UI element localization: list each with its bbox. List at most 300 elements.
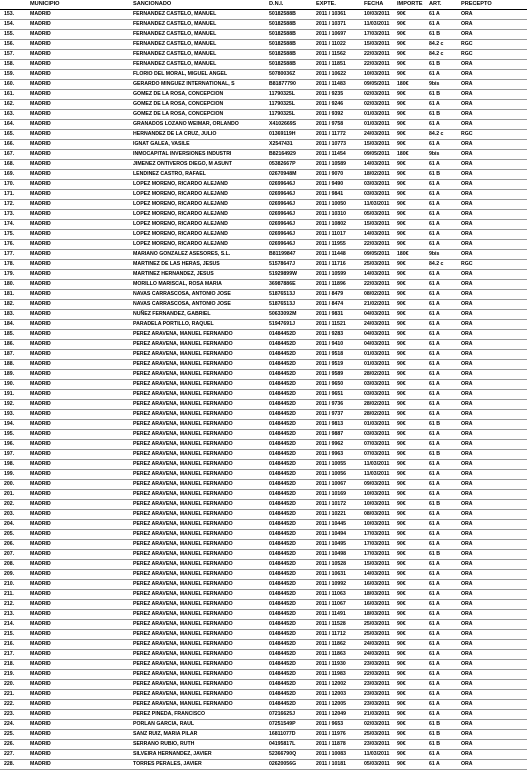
precepto-cell: ORA [461,400,527,410]
dni-cell: 01484452D [269,640,316,650]
table-row [0,750,527,760]
expte-cell: 2011 / 11772 [316,130,364,140]
row-number: 192. [0,400,30,410]
table-row [0,120,527,130]
fecha-cell: 15/03/2011 [364,560,397,570]
fecha-cell: 07/03/2011 [364,440,397,450]
row-number: 181. [0,290,30,300]
column-header-art: ART. [429,0,461,10]
importe-cell: 90€ [397,300,429,310]
importe-cell: 90€ [397,280,429,290]
sancionado-cell: PEREZ ARAVENA, MANUEL FERNANDO [133,330,269,340]
municipio-cell: MADRID [30,760,133,770]
dni-cell: 02699646J [269,240,316,250]
municipio-cell: MADRID [30,200,133,210]
table-row [0,160,527,170]
sancionado-cell: PEREZ ARAVENA, MANUEL FERNANDO [133,660,269,670]
municipio-cell: MADRID [30,350,133,360]
importe-cell: 90€ [397,500,429,510]
precepto-cell: ORA [461,370,527,380]
table-row [0,470,527,480]
importe-cell: 180€ [397,250,429,260]
dni-cell: 50633092M [269,310,316,320]
row-number: 224. [0,720,30,730]
fecha-cell: 21/03/2011 [364,710,397,720]
precepto-cell: ORA [461,300,527,310]
table-row [0,300,527,310]
expte-cell: 2011 / 9070 [316,170,364,180]
sancionado-cell: MARTINEZ DE LAS HERAS, JESUS [133,260,269,270]
art-cell: 61 A [429,290,461,300]
importe-cell: 90€ [397,600,429,610]
fecha-cell: 05/03/2011 [364,760,397,770]
art-cell: 84.2 c [429,130,461,140]
precepto-cell: ORA [461,340,527,350]
sancionado-cell: PEREZ ARAVENA, MANUEL FERNANDO [133,510,269,520]
row-number: 225. [0,730,30,740]
sancionado-cell: NUÑEZ FERNANDEZ, GABRIEL [133,310,269,320]
fecha-cell: 28/02/2011 [364,370,397,380]
importe-cell: 90€ [397,340,429,350]
municipio-cell: MADRID [30,420,133,430]
fecha-cell: 02/03/2011 [364,90,397,100]
precepto-cell: ORA [461,710,527,720]
expte-cell: 2011 / 10697 [316,30,364,40]
row-number: 212. [0,600,30,610]
table-row [0,550,527,560]
art-cell: 84.2 c [429,40,461,50]
dni-cell: 50182588B [269,30,316,40]
art-cell: 61 A [429,310,461,320]
row-number: 174. [0,220,30,230]
fecha-cell: 18/02/2011 [364,170,397,180]
dni-cell: 01484452D [269,350,316,360]
dni-cell: 01484452D [269,570,316,580]
art-cell: 61 A [429,120,461,130]
art-cell: 61 A [429,370,461,380]
municipio-cell: MADRID [30,660,133,670]
row-number: 215. [0,630,30,640]
importe-cell: 90€ [397,90,429,100]
art-cell: 61 B [429,170,461,180]
importe-cell: 90€ [397,520,429,530]
art-cell: 61 A [429,520,461,530]
table-row [0,90,527,100]
dni-cell: X2547431 [269,140,316,150]
dni-cell: 01484452D [269,500,316,510]
art-cell: 61 A [429,710,461,720]
column-header-precepto: PRECEPTO [461,0,527,10]
dni-cell: 01484452D [269,530,316,540]
row-number: 175. [0,230,30,240]
fecha-cell: 01/03/2011 [364,120,397,130]
dni-cell: 51876513J [269,300,316,310]
sancionado-cell: PEREZ ARAVENA, MANUEL FERNANDO [133,440,269,450]
art-cell: 84.2 c [429,260,461,270]
importe-cell: 90€ [397,410,429,420]
table-row [0,590,527,600]
art-cell: 61 A [429,560,461,570]
sancionado-cell: PEREZ ARAVENA, MANUEL FERNANDO [133,380,269,390]
art-cell: 61 A [429,760,461,770]
dni-cell: 04195817L [269,740,316,750]
expte-cell: 2011 / 10992 [316,580,364,590]
fecha-cell: 01/03/2011 [364,360,397,370]
sancionado-cell: FERNANDEZ CASTELO, MANUEL [133,30,269,40]
fecha-cell: 28/02/2011 [364,400,397,410]
dni-cell: 01484452D [269,550,316,560]
fecha-cell: 08/03/2011 [364,510,397,520]
sancionado-cell: SANZ RUIZ, MARIA PILAR [133,730,269,740]
municipio-cell: MADRID [30,360,133,370]
municipio-cell: MADRID [30,630,133,640]
table-row [0,640,527,650]
row-number: 204. [0,520,30,530]
art-cell: 61 B [429,420,461,430]
municipio-cell: MADRID [30,670,133,680]
fecha-cell: 23/03/2011 [364,660,397,670]
expte-cell: 2011 / 11878 [316,740,364,750]
expte-cell: 2011 / 10181 [316,760,364,770]
fecha-cell: 09/05/2011 [364,80,397,90]
dni-cell: B81199847 [269,250,316,260]
table-row [0,320,527,330]
sancionado-cell: PEREZ ARAVENA, MANUEL FERNANDO [133,350,269,360]
precepto-cell: RGC [461,130,527,140]
table-row [0,270,527,280]
row-number: 178. [0,260,30,270]
municipio-cell: MADRID [30,230,133,240]
row-number: 153. [0,10,30,20]
dni-cell: 50182588B [269,20,316,30]
fecha-cell: 17/03/2011 [364,540,397,550]
row-number: 158. [0,60,30,70]
art-cell: 61 A [429,320,461,330]
fecha-cell: 18/03/2011 [364,590,397,600]
sancionado-cell: HERNANDEZ DE LA CRUZ, JULIO [133,130,269,140]
sancionado-cell: LOPEZ MORENO, RICARDO ALEJAND [133,220,269,230]
art-cell: 61 B [429,110,461,120]
importe-cell: 90€ [397,380,429,390]
fecha-cell: 09/05/2011 [364,250,397,260]
expte-cell: 2011 / 9392 [316,110,364,120]
municipio-cell: MADRID [30,570,133,580]
sancionado-cell: PEREZ ARAVENA, MANUEL FERNANDO [133,460,269,470]
sancionado-cell: PEREZ PINEDA, FRANCISCO [133,710,269,720]
dni-cell: 50182588B [269,60,316,70]
fecha-cell: 24/03/2011 [364,650,397,660]
precepto-cell: ORA [461,90,527,100]
expte-cell: 2011 / 11863 [316,650,364,660]
dni-cell: 01484452D [269,370,316,380]
municipio-cell: MADRID [30,300,133,310]
art-cell: 61 A [429,680,461,690]
precepto-cell: ORA [461,180,527,190]
art-cell: 61 A [429,470,461,480]
expte-cell: 2011 / 11528 [316,620,364,630]
sancionado-cell: SILVEIRA HERNANDEZ, JAVIER [133,750,269,760]
importe-cell: 90€ [397,690,429,700]
municipio-cell: MADRID [30,170,133,180]
dni-cell: 01484452D [269,700,316,710]
importe-cell: 90€ [397,210,429,220]
row-number: 165. [0,130,30,140]
importe-cell: 90€ [397,540,429,550]
sancionado-cell: INMOCAPITAL INVERSIONES INDUSTRI [133,150,269,160]
table-row [0,330,527,340]
art-cell: 61 A [429,640,461,650]
fecha-cell: 17/03/2011 [364,530,397,540]
municipio-cell: MADRID [30,720,133,730]
art-cell: 61 A [429,240,461,250]
sancionado-cell: FERNANDEZ CASTELO, MANUEL [133,20,269,30]
table-row [0,580,527,590]
expte-cell: 2011 / 10802 [316,220,364,230]
sancionado-cell: SERRANO RUBIO, RUTH [133,740,269,750]
importe-cell: 90€ [397,610,429,620]
municipio-cell: MADRID [30,310,133,320]
sancionado-cell: LOPEZ MORENO, RICARDO ALEJAND [133,230,269,240]
fecha-cell: 22/03/2011 [364,60,397,70]
importe-cell: 90€ [397,30,429,40]
art-cell: 61 A [429,340,461,350]
row-number: 187. [0,350,30,360]
table-row [0,40,527,50]
table-row [0,180,527,190]
importe-cell: 90€ [397,230,429,240]
expte-cell: 2011 / 10083 [316,750,364,760]
sancionado-cell: PEREZ ARAVENA, MANUEL FERNANDO [133,640,269,650]
municipio-cell: MADRID [30,640,133,650]
expte-cell: 2011 / 9235 [316,90,364,100]
art-cell: 61 B [429,450,461,460]
importe-cell: 90€ [397,60,429,70]
row-number: 171. [0,190,30,200]
precepto-cell: ORA [461,70,527,80]
importe-cell: 90€ [397,370,429,380]
sancionado-cell: MARTINEZ HERNANDEZ, JESUS [133,270,269,280]
fecha-cell: 04/03/2011 [364,330,397,340]
precepto-cell: ORA [461,570,527,580]
importe-cell: 90€ [397,350,429,360]
expte-cell: 2011 / 10494 [316,530,364,540]
importe-cell: 90€ [397,360,429,370]
municipio-cell: MADRID [30,60,133,70]
fecha-cell: 25/03/2011 [364,730,397,740]
art-cell: 61 B [429,740,461,750]
dni-cell: 01484452D [269,490,316,500]
row-number: 189. [0,370,30,380]
row-number: 163. [0,110,30,120]
row-number: 207. [0,550,30,560]
importe-cell: 90€ [397,290,429,300]
importe-cell: 90€ [397,450,429,460]
expte-cell: 2011 / 9962 [316,440,364,450]
sancionado-cell: IGNAT GALEA, VASILE [133,140,269,150]
sancionado-cell: PEREZ ARAVENA, MANUEL FERNANDO [133,590,269,600]
expte-cell: 2011 / 10589 [316,160,364,170]
precepto-cell: ORA [461,750,527,760]
expte-cell: 2011 / 10056 [316,470,364,480]
importe-cell: 90€ [397,200,429,210]
precepto-cell: ORA [461,410,527,420]
column-header-municipio: MUNICIPIO [30,0,133,10]
table-row [0,140,527,150]
art-cell: 61 A [429,360,461,370]
municipio-cell: MADRID [30,290,133,300]
table-row [0,690,527,700]
row-number: 179. [0,270,30,280]
table-row [0,240,527,250]
precepto-cell: ORA [461,480,527,490]
fecha-cell: 11/03/2011 [364,20,397,30]
fecha-cell: 15/03/2011 [364,40,397,50]
table-row [0,70,527,80]
importe-cell: 90€ [397,240,429,250]
dni-cell: 50182588B [269,40,316,50]
importe-cell: 90€ [397,760,429,770]
dni-cell: 52366790Q [269,750,316,760]
importe-cell: 90€ [397,480,429,490]
table-row [0,510,527,520]
dni-cell: 01484452D [269,510,316,520]
row-number: 159. [0,70,30,80]
importe-cell: 90€ [397,590,429,600]
importe-cell: 90€ [397,710,429,720]
dni-cell: 01484452D [269,610,316,620]
precepto-cell: ORA [461,690,527,700]
table-row [0,390,527,400]
art-cell: 61 A [429,620,461,630]
dni-cell: B81877790 [269,80,316,90]
municipio-cell: MADRID [30,610,133,620]
table-row [0,410,527,420]
importe-cell: 90€ [397,170,429,180]
municipio-cell: MADRID [30,160,133,170]
row-number: 160. [0,80,30,90]
municipio-cell: MADRID [30,740,133,750]
importe-cell: 90€ [397,660,429,670]
row-number: 203. [0,510,30,520]
expte-cell: 2011 / 9650 [316,380,364,390]
table-row [0,260,527,270]
sancionado-cell: PEREZ ARAVENA, MANUEL FERNANDO [133,670,269,680]
expte-cell: 2011 / 11716 [316,260,364,270]
expte-cell: 2011 / 8474 [316,300,364,310]
precepto-cell: ORA [461,140,527,150]
municipio-cell: MADRID [30,430,133,440]
art-cell: 61 A [429,390,461,400]
municipio-cell: MADRID [30,220,133,230]
row-number: 185. [0,330,30,340]
importe-cell: 90€ [397,130,429,140]
art-cell: 61 A [429,490,461,500]
municipio-cell: MADRID [30,600,133,610]
dni-cell: 01484452D [269,590,316,600]
expte-cell: 2011 / 12002 [316,680,364,690]
expte-cell: 2011 / 11851 [316,60,364,70]
expte-cell: 2011 / 10067 [316,480,364,490]
sancionado-cell: JIMENEZ ONTIVEROS DIEGO, M ASUNT [133,160,269,170]
sancionado-cell: PEREZ ARAVENA, MANUEL FERNANDO [133,560,269,570]
importe-cell: 90€ [397,320,429,330]
table-row [0,350,527,360]
row-number: 218. [0,660,30,670]
fecha-cell: 04/03/2011 [364,310,397,320]
precepto-cell: ORA [461,440,527,450]
importe-cell: 90€ [397,570,429,580]
precepto-cell: ORA [461,470,527,480]
table-row [0,400,527,410]
fecha-cell: 25/03/2011 [364,630,397,640]
precepto-cell: ORA [461,590,527,600]
table-row [0,730,527,740]
sancionado-cell: FLORIO DEL MORAL, MIGUEL ANGEL [133,70,269,80]
precepto-cell: ORA [461,360,527,370]
row-number: 162. [0,100,30,110]
precepto-cell: ORA [461,740,527,750]
expte-cell: 2011 / 9519 [316,360,364,370]
sancionado-cell: LOPEZ MORENO, RICARDO ALEJAND [133,200,269,210]
precepto-cell: ORA [461,240,527,250]
art-cell: 61 A [429,610,461,620]
row-number: 223. [0,710,30,720]
precepto-cell: ORA [461,120,527,130]
art-cell: 61 A [429,280,461,290]
dni-cell: 01484452D [269,340,316,350]
importe-cell: 90€ [397,730,429,740]
row-number: 211. [0,590,30,600]
precepto-cell: ORA [461,610,527,620]
precepto-cell: ORA [461,310,527,320]
dni-cell: 36987886E [269,280,316,290]
precepto-cell: ORA [461,550,527,560]
table-row [0,290,527,300]
art-cell: 61 A [429,540,461,550]
sancionado-cell: PEREZ ARAVENA, MANUEL FERNANDO [133,700,269,710]
table-row [0,710,527,720]
municipio-cell: MADRID [30,120,133,130]
dni-cell: 01484452D [269,380,316,390]
header-row [0,0,527,10]
municipio-cell: MADRID [30,580,133,590]
column-header-fecha: FECHA [364,0,397,10]
expte-cell: 2011 / 12005 [316,700,364,710]
dni-cell: 01484452D [269,670,316,680]
precepto-cell: ORA [461,220,527,230]
art-cell: 61 A [429,650,461,660]
dni-cell: 01484452D [269,630,316,640]
art-cell: 61 A [429,600,461,610]
importe-cell: 90€ [397,630,429,640]
dni-cell: 02699646J [269,200,316,210]
row-number: 226. [0,740,30,750]
importe-cell: 90€ [397,100,429,110]
sancionado-cell: PEREZ ARAVENA, MANUEL FERNANDO [133,420,269,430]
column-header-dni: D.N.I. [269,0,316,10]
municipio-cell: MADRID [30,730,133,740]
importe-cell: 90€ [397,270,429,280]
fecha-cell: 10/03/2011 [364,70,397,80]
art-cell: 61 A [429,10,461,20]
sancionado-cell: PEREZ ARAVENA, MANUEL FERNANDO [133,340,269,350]
importe-cell: 90€ [397,40,429,50]
sancionado-cell: PEREZ ARAVENA, MANUEL FERNANDO [133,360,269,370]
precepto-cell: ORA [461,60,527,70]
fecha-cell: 11/03/2011 [364,460,397,470]
art-cell: 61 A [429,190,461,200]
precepto-cell: ORA [461,760,527,770]
